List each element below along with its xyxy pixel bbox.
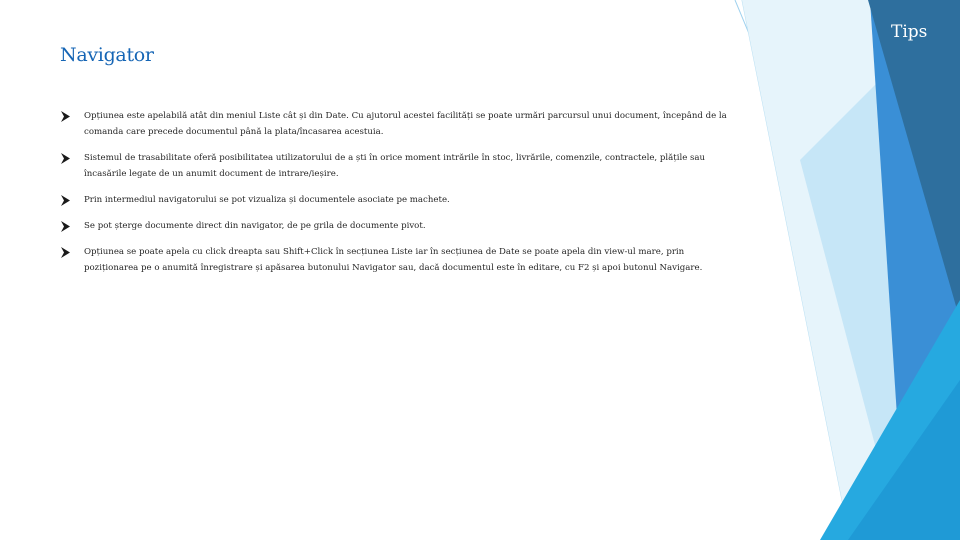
list-item <box>60 150 740 182</box>
bullet-text: Opțiunea se poate apela cu click dreapta sau Shift+Click în secțiunea Liste iar în secțiunea de Date se poate apela din view-ul mare, prin poziționarea pe o anumită înregistrare și apăsarea butonului Navigator sau, dacă documentul este în editare, cu F2 și apoi butonul Navigare. <box>84 247 703 273</box>
list-item <box>60 108 740 140</box>
arrow-bullet-icon <box>60 111 71 122</box>
tips-label: Tips <box>891 22 928 42</box>
arrow-bullet-icon <box>60 247 71 258</box>
bullet-list <box>60 108 740 286</box>
bullet-text: Sistemul de trasabilitate oferă posibilitatea utilizatorului de a ști în orice moment intrările în stoc, livrările, comenzile, contractele, plățile sau încasările legate de un anumit document de intrare/ieșire. <box>84 153 706 179</box>
bullet-text: Prin intermediul navigatorului se pot vizualiza și documentele asociate pe machete. <box>84 195 450 205</box>
bullet-text: Opțiunea este apelabilă atât din meniul Liste cât și din Date. Cu ajutorul acestei facilități se poate urmări parcursul unui document, începând de la comanda care precede documentul până la plata/încasarea acestuia. <box>84 111 727 137</box>
arrow-bullet-icon <box>60 153 71 164</box>
slide-title: Navigator <box>60 44 154 66</box>
arrow-bullet-icon <box>60 221 71 232</box>
list-item <box>60 244 740 276</box>
arrow-bullet-icon <box>60 195 71 206</box>
list-item <box>60 218 740 234</box>
bullet-text: Se pot șterge documente direct din navigator, de pe grila de documente pivot. <box>84 221 426 231</box>
list-item <box>60 192 740 208</box>
